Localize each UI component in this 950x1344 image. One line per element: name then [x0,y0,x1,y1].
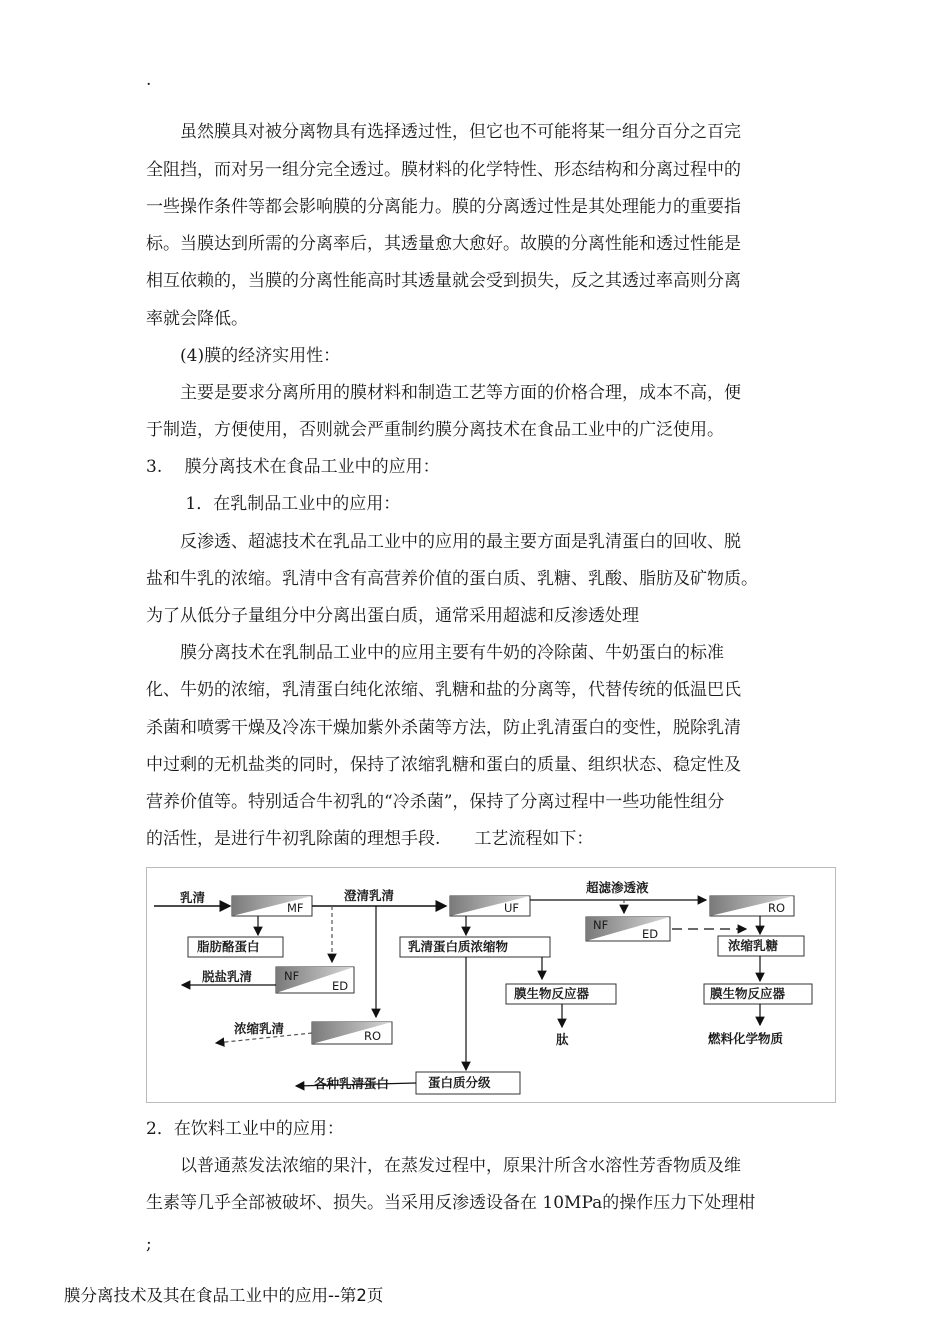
box-label: 浓缩乳糖 [728,938,779,953]
unit-label: NF [593,918,609,932]
subsection-heading: 2．在饮料工业中的应用： [146,1119,344,1139]
text-line: 盐和牛乳的浓缩。乳清中含有高营养价值的蛋白质、乳糖、乳酸、脂肪及矿物质。 [146,569,758,589]
text-line: 率就会降低。 [146,309,248,329]
text-line: 标。当膜达到所需的分离率后，其透量愈大愈好。故膜的分离性能和透过性能是 [146,234,741,254]
unit-label: RO [364,1029,382,1043]
flow-label-desalted-whey: 脱盐乳清 [202,969,253,984]
top-mark: . [146,70,152,90]
text-line: 全阻挡，而对另一组分完全透过。膜材料的化学特性、形态结构和分离过程中的 [146,160,741,180]
section-heading: 3. 膜分离技术在食品工业中的应用： [146,457,440,477]
text-line: 中过剩的无机盐类的同时，保持了浓缩乳糖和蛋白的质量、组织状态、稳定性及 [146,755,741,775]
membrane-unit-ro [312,1022,392,1044]
text-line: 虽然膜具对被分离物具有选择透过性，但它也不可能将某一组分百分之百完 [146,122,741,142]
box-label: 膜生物反应器 [710,986,786,1001]
box-label: 脂肪酪蛋白 [197,939,260,954]
text-line: 相互依赖的，当膜的分离性能高时其透量就会受到损失，反之其透过率高则分离 [146,271,741,291]
flow-label-clarified-whey: 澄清乳清 [344,888,395,903]
unit-label: MF [287,901,304,915]
bottom-mark: ; [146,1234,152,1254]
unit-label: ED [642,927,659,941]
membrane-unit-mf [232,896,312,916]
flow-label-peptide: 肽 [556,1032,569,1047]
membrane-unit-nf-ed [276,967,354,993]
text-line: 一些操作条件等都会影响膜的分离能力。膜的分离透过性是其处理能力的重要指 [146,197,741,217]
text-line: 膜分离技术在乳制品工业中的应用主要有牛奶的冷除菌、牛奶蛋白的标准 [146,643,724,663]
text-line: 于制造，方便使用，否则就会严重制约膜分离技术在食品工业中的广泛使用。 [146,420,724,440]
unit-label: NF [284,969,300,983]
subsection-heading: 1．在乳制品工业中的应用： [146,494,401,514]
product-box-fat-casein [188,937,283,957]
flow-label-various-whey-protein: 各种乳清蛋白 [314,1076,390,1091]
flow-label-fuel-chemicals: 燃料化学物质 [708,1031,784,1046]
membrane-unit-ro-2 [710,896,794,916]
product-box-protein-fractionation [416,1072,520,1094]
flow-label-concentrated-whey: 浓缩乳清 [234,1021,285,1036]
box-label: 膜生物反应器 [514,986,590,1001]
text-line: 杀菌和喷雾干燥及冷冻干燥加紫外杀菌等方法，防止乳清蛋白的变性，脱除乳清 [146,718,741,738]
product-box-concentrated-lactose [718,936,804,956]
membrane-unit-nf-ed-2 [586,917,670,941]
text-line: 主要是要求分离所用的膜材料和制造工艺等方面的价格合理，成本不高，便 [146,383,741,403]
product-box-membrane-bioreactor [506,984,616,1004]
text-line: 的活性，是进行牛初乳除菌的理想手段. 工艺流程如下： [146,829,594,849]
flow-label-whey: 乳清 [180,890,206,905]
text-line: 反渗透、超滤技术在乳品工业中的应用的最主要方面是乳清蛋白的回收、脱 [146,532,741,552]
text-line: 化、牛奶的浓缩，乳清蛋白纯化浓缩、乳糖和盐的分离等，代替传统的低温巴氏 [146,680,741,700]
section-heading: (4)膜的经济实用性： [146,346,341,366]
flow-label-uf-permeate: 超滤渗透液 [586,880,649,895]
text-line: 以普通蒸发法浓缩的果汁，在蒸发过程中，原果汁所含水溶性芳香物质及维 [146,1156,741,1176]
unit-label: ED [332,979,349,993]
text-line: 为了从低分子量组分中分离出蛋白质，通常采用超滤和反渗透处理 [146,606,639,626]
text-line: 生素等几乎全部被破坏、损失。当采用反渗透设备在 10MPa的操作压力下处理柑 [146,1193,756,1213]
process-flow-diagram [146,867,836,1103]
text-line: 营养价值等。特别适合牛初乳的“冷杀菌”，保持了分离过程中一些功能性组分 [146,792,725,812]
product-box-whey-protein-concentrate [400,937,550,957]
membrane-unit-uf [450,896,530,916]
box-label: 蛋白质分级 [428,1075,491,1090]
product-box-membrane-bioreactor-2 [704,984,812,1004]
page-footer: 膜分离技术及其在食品工业中的应用--第2页 [64,1286,384,1305]
unit-label: UF [504,901,520,915]
unit-label: RO [768,901,786,915]
box-label: 乳清蛋白质浓缩物 [408,939,509,954]
